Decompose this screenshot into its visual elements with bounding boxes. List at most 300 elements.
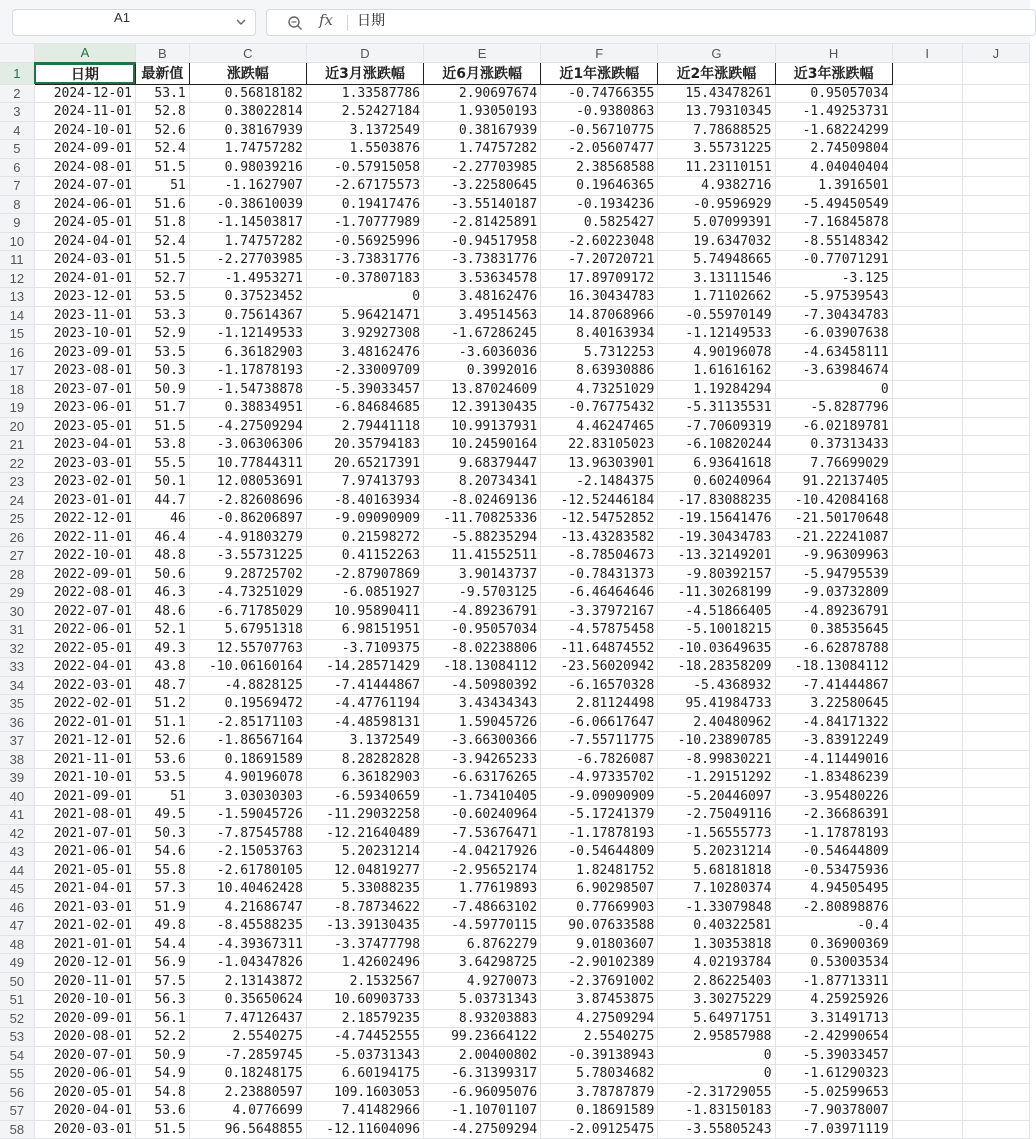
empty-cell[interactable] <box>962 935 1029 954</box>
empty-cell[interactable] <box>962 380 1029 399</box>
empty-cell[interactable] <box>962 898 1029 917</box>
data-cell[interactable]: -13.43283582 <box>541 528 658 547</box>
row-header[interactable]: 34 <box>0 676 34 695</box>
data-cell[interactable]: -2.27703985 <box>189 251 306 270</box>
data-cell[interactable]: 2.13143872 <box>189 972 306 991</box>
data-cell[interactable]: 2.38568588 <box>541 158 658 177</box>
data-cell[interactable]: -4.27509294 <box>424 1120 541 1139</box>
data-cell[interactable]: -1.17878193 <box>541 824 658 843</box>
empty-cell[interactable] <box>892 510 962 529</box>
data-cell[interactable]: 2.79441118 <box>306 417 423 436</box>
data-cell[interactable]: 2022-07-01 <box>34 602 135 621</box>
data-cell[interactable]: -4.50980392 <box>424 676 541 695</box>
empty-cell[interactable] <box>892 806 962 825</box>
header-cell[interactable]: 近3年涨跌幅 <box>775 63 892 85</box>
data-cell[interactable]: -1.10701107 <box>424 1102 541 1121</box>
empty-cell[interactable] <box>962 658 1029 677</box>
data-cell[interactable]: 10.77844311 <box>189 454 306 473</box>
data-cell[interactable]: 0.77669903 <box>541 898 658 917</box>
data-cell[interactable]: 2020-09-01 <box>34 1009 135 1028</box>
data-cell[interactable]: 2023-01-01 <box>34 491 135 510</box>
data-cell[interactable]: 52.7 <box>135 269 189 288</box>
data-cell[interactable]: 11.41552511 <box>424 547 541 566</box>
data-cell[interactable]: 2.86225403 <box>658 972 775 991</box>
data-cell[interactable]: 1.93050193 <box>424 103 541 122</box>
empty-cell[interactable] <box>962 991 1029 1010</box>
data-cell[interactable]: 1.42602496 <box>306 954 423 973</box>
data-cell[interactable]: 8.93203883 <box>424 1009 541 1028</box>
empty-cell[interactable] <box>892 843 962 862</box>
data-cell[interactable]: 2023-06-01 <box>34 399 135 418</box>
empty-cell[interactable] <box>962 621 1029 640</box>
data-cell[interactable]: -3.55140187 <box>424 195 541 214</box>
row-header[interactable]: 40 <box>0 787 34 806</box>
data-cell[interactable]: 4.46247465 <box>541 417 658 436</box>
data-cell[interactable]: -7.03971119 <box>775 1120 892 1139</box>
data-cell[interactable]: -2.1484375 <box>541 473 658 492</box>
row-header[interactable]: 11 <box>0 251 34 270</box>
data-cell[interactable]: 0.38834951 <box>189 399 306 418</box>
data-cell[interactable]: -21.50170648 <box>775 510 892 529</box>
empty-cell[interactable] <box>962 676 1029 695</box>
empty-cell[interactable] <box>892 824 962 843</box>
data-cell[interactable]: 53.3 <box>135 306 189 325</box>
data-cell[interactable]: -0.77071291 <box>775 251 892 270</box>
data-cell[interactable]: 7.41482966 <box>306 1102 423 1121</box>
data-cell[interactable]: 1.77619893 <box>424 880 541 899</box>
data-cell[interactable]: 2021-01-01 <box>34 935 135 954</box>
row-header[interactable]: 18 <box>0 380 34 399</box>
empty-cell[interactable] <box>892 1065 962 1084</box>
data-cell[interactable]: -0.56925996 <box>306 232 423 251</box>
data-cell[interactable]: -1.59045726 <box>189 806 306 825</box>
data-cell[interactable]: 53.5 <box>135 769 189 788</box>
data-cell[interactable]: -3.55805243 <box>658 1120 775 1139</box>
data-cell[interactable]: -0.38610039 <box>189 195 306 214</box>
data-cell[interactable]: 2022-10-01 <box>34 547 135 566</box>
data-cell[interactable]: -2.81425891 <box>424 214 541 233</box>
data-cell[interactable]: 2023-02-01 <box>34 473 135 492</box>
row-header[interactable]: 15 <box>0 325 34 344</box>
data-cell[interactable]: -12.52446184 <box>541 491 658 510</box>
data-cell[interactable]: -11.29032258 <box>306 806 423 825</box>
data-cell[interactable]: 0.60240964 <box>658 473 775 492</box>
data-cell[interactable]: 5.67951318 <box>189 621 306 640</box>
data-cell[interactable]: 2023-08-01 <box>34 362 135 381</box>
data-cell[interactable]: 5.20231214 <box>658 843 775 862</box>
data-cell[interactable]: 2020-12-01 <box>34 954 135 973</box>
data-cell[interactable]: -2.95652174 <box>424 861 541 880</box>
data-cell[interactable]: -7.41444867 <box>306 676 423 695</box>
data-cell[interactable]: -2.42990654 <box>775 1028 892 1047</box>
data-cell[interactable]: 2020-05-01 <box>34 1083 135 1102</box>
empty-cell[interactable] <box>892 195 962 214</box>
data-cell[interactable]: -0.54644809 <box>541 843 658 862</box>
empty-cell[interactable] <box>892 473 962 492</box>
data-cell[interactable]: -8.55148342 <box>775 232 892 251</box>
data-cell[interactable]: 0 <box>658 1046 775 1065</box>
empty-cell[interactable] <box>892 991 962 1010</box>
empty-cell[interactable] <box>962 972 1029 991</box>
data-cell[interactable]: -4.47761194 <box>306 695 423 714</box>
data-cell[interactable]: 2024-04-01 <box>34 232 135 251</box>
data-cell[interactable]: 2023-03-01 <box>34 454 135 473</box>
data-cell[interactable]: 1.74757282 <box>189 140 306 159</box>
data-cell[interactable]: 2.40480962 <box>658 713 775 732</box>
data-cell[interactable]: -3.6036036 <box>424 343 541 362</box>
data-cell[interactable]: 2021-05-01 <box>34 861 135 880</box>
data-cell[interactable]: -5.17241379 <box>541 806 658 825</box>
data-cell[interactable]: 48.6 <box>135 602 189 621</box>
data-cell[interactable]: 0.19417476 <box>306 195 423 214</box>
data-cell[interactable]: 16.30434783 <box>541 288 658 307</box>
data-cell[interactable]: 13.79310345 <box>658 103 775 122</box>
empty-cell[interactable] <box>892 750 962 769</box>
data-cell[interactable]: 49.5 <box>135 806 189 825</box>
row-header[interactable]: 27 <box>0 547 34 566</box>
data-cell[interactable]: -11.64874552 <box>541 639 658 658</box>
data-cell[interactable]: -1.83150183 <box>658 1102 775 1121</box>
data-cell[interactable]: -7.16845878 <box>775 214 892 233</box>
data-cell[interactable]: 0.56818182 <box>189 84 306 103</box>
data-cell[interactable]: 3.48162476 <box>424 288 541 307</box>
data-cell[interactable]: -9.09090909 <box>541 787 658 806</box>
empty-cell[interactable] <box>892 676 962 695</box>
empty-cell[interactable] <box>962 880 1029 899</box>
data-cell[interactable]: 5.33088235 <box>306 880 423 899</box>
data-cell[interactable]: 1.3916501 <box>775 177 892 196</box>
data-cell[interactable]: -0.1934236 <box>541 195 658 214</box>
data-cell[interactable]: 2021-06-01 <box>34 843 135 862</box>
data-cell[interactable]: 10.60903733 <box>306 991 423 1010</box>
data-cell[interactable]: 9.68379447 <box>424 454 541 473</box>
data-cell[interactable]: 0.38022814 <box>189 103 306 122</box>
data-cell[interactable]: 4.73251029 <box>541 380 658 399</box>
empty-cell[interactable] <box>892 325 962 344</box>
empty-cell[interactable] <box>892 547 962 566</box>
data-cell[interactable]: 2022-04-01 <box>34 658 135 677</box>
header-cell[interactable]: 近3月涨跌幅 <box>306 63 423 85</box>
data-cell[interactable]: -1.83486239 <box>775 769 892 788</box>
data-cell[interactable]: -4.73251029 <box>189 584 306 603</box>
row-header[interactable]: 17 <box>0 362 34 381</box>
data-cell[interactable]: -4.74452555 <box>306 1028 423 1047</box>
formula-content[interactable]: 日期 <box>357 13 385 29</box>
row-header[interactable]: 52 <box>0 1009 34 1028</box>
data-cell[interactable]: -1.33079848 <box>658 898 775 917</box>
empty-cell[interactable] <box>892 380 962 399</box>
data-cell[interactable]: -4.27509294 <box>189 417 306 436</box>
empty-cell[interactable] <box>962 158 1029 177</box>
header-cell[interactable]: 涨跌幅 <box>189 63 306 85</box>
data-cell[interactable]: 2024-07-01 <box>34 177 135 196</box>
row-header[interactable]: 39 <box>0 769 34 788</box>
data-cell[interactable]: 0.38167939 <box>424 121 541 140</box>
data-cell[interactable]: -23.56020942 <box>541 658 658 677</box>
empty-cell[interactable] <box>962 750 1029 769</box>
column-header-d[interactable]: D <box>306 44 423 63</box>
empty-cell[interactable] <box>962 1102 1029 1121</box>
data-cell[interactable]: 50.9 <box>135 380 189 399</box>
data-cell[interactable]: -4.89236791 <box>424 602 541 621</box>
empty-cell[interactable] <box>892 1083 962 1102</box>
row-header[interactable]: 10 <box>0 232 34 251</box>
row-header[interactable]: 13 <box>0 288 34 307</box>
data-cell[interactable]: 53.6 <box>135 750 189 769</box>
data-cell[interactable]: 1.74757282 <box>189 232 306 251</box>
data-cell[interactable]: -6.46464646 <box>541 584 658 603</box>
data-cell[interactable]: -6.71785029 <box>189 602 306 621</box>
empty-cell[interactable] <box>962 232 1029 251</box>
data-cell[interactable]: 2022-03-01 <box>34 676 135 695</box>
data-cell[interactable]: 91.22137405 <box>775 473 892 492</box>
data-cell[interactable]: 95.41984733 <box>658 695 775 714</box>
data-cell[interactable]: -5.49450549 <box>775 195 892 214</box>
data-cell[interactable]: -3.55731225 <box>189 547 306 566</box>
data-cell[interactable]: -3.73831776 <box>306 251 423 270</box>
data-cell[interactable]: 2.81124498 <box>541 695 658 714</box>
data-cell[interactable]: 7.10280374 <box>658 880 775 899</box>
chevron-down-icon[interactable] <box>235 16 247 28</box>
data-cell[interactable]: 2024-10-01 <box>34 121 135 140</box>
data-cell[interactable]: 2024-05-01 <box>34 214 135 233</box>
data-cell[interactable]: -7.90378007 <box>775 1102 892 1121</box>
data-cell[interactable]: -3.66300366 <box>424 732 541 751</box>
data-cell[interactable]: 51.9 <box>135 898 189 917</box>
data-cell[interactable]: -10.06160164 <box>189 658 306 677</box>
empty-cell[interactable] <box>962 861 1029 880</box>
data-cell[interactable]: 2.00400802 <box>424 1046 541 1065</box>
data-cell[interactable]: 14.87068966 <box>541 306 658 325</box>
data-cell[interactable]: 0 <box>775 380 892 399</box>
row-header[interactable]: 49 <box>0 954 34 973</box>
data-cell[interactable]: -6.10820244 <box>658 436 775 455</box>
data-cell[interactable]: 90.07633588 <box>541 917 658 936</box>
data-cell[interactable]: 2023-10-01 <box>34 325 135 344</box>
data-cell[interactable]: -13.32149201 <box>658 547 775 566</box>
data-cell[interactable]: 4.04040404 <box>775 158 892 177</box>
empty-cell[interactable] <box>892 787 962 806</box>
data-cell[interactable]: 2021-03-01 <box>34 898 135 917</box>
row-header[interactable]: 8 <box>0 195 34 214</box>
empty-cell[interactable] <box>962 695 1029 714</box>
data-cell[interactable]: 4.9382716 <box>658 177 775 196</box>
row-header[interactable]: 14 <box>0 306 34 325</box>
empty-cell[interactable] <box>892 214 962 233</box>
empty-cell[interactable] <box>962 843 1029 862</box>
empty-cell[interactable] <box>962 824 1029 843</box>
row-header[interactable]: 48 <box>0 935 34 954</box>
column-header-g[interactable]: G <box>658 44 775 63</box>
data-cell[interactable]: 51 <box>135 787 189 806</box>
data-cell[interactable]: -12.54752852 <box>541 510 658 529</box>
empty-cell[interactable] <box>892 713 962 732</box>
row-header[interactable]: 6 <box>0 158 34 177</box>
data-cell[interactable]: 0.37313433 <box>775 436 892 455</box>
data-cell[interactable]: 2.5540275 <box>541 1028 658 1047</box>
data-cell[interactable]: 20.35794183 <box>306 436 423 455</box>
data-cell[interactable]: -5.39033457 <box>306 380 423 399</box>
data-cell[interactable]: 10.24590164 <box>424 436 541 455</box>
empty-cell[interactable] <box>892 177 962 196</box>
row-header[interactable]: 21 <box>0 436 34 455</box>
empty-cell[interactable] <box>892 140 962 159</box>
data-cell[interactable]: 0.37523452 <box>189 288 306 307</box>
data-cell[interactable]: -18.13084112 <box>424 658 541 677</box>
data-cell[interactable]: 2021-11-01 <box>34 750 135 769</box>
empty-cell[interactable] <box>892 861 962 880</box>
data-cell[interactable]: -2.36686391 <box>775 806 892 825</box>
row-header[interactable]: 54 <box>0 1046 34 1065</box>
column-header-j[interactable]: J <box>962 44 1029 63</box>
data-cell[interactable]: -6.06617647 <box>541 713 658 732</box>
empty-cell[interactable] <box>962 1120 1029 1139</box>
data-cell[interactable]: 4.27509294 <box>541 1009 658 1028</box>
data-cell[interactable]: 2024-11-01 <box>34 103 135 122</box>
empty-cell[interactable] <box>962 769 1029 788</box>
data-cell[interactable]: 3.1372549 <box>306 121 423 140</box>
data-cell[interactable]: 2020-03-01 <box>34 1120 135 1139</box>
row-header[interactable]: 50 <box>0 972 34 991</box>
empty-cell[interactable] <box>892 158 962 177</box>
data-cell[interactable]: 3.53634578 <box>424 269 541 288</box>
data-cell[interactable]: 2021-10-01 <box>34 769 135 788</box>
data-cell[interactable]: -1.49253731 <box>775 103 892 122</box>
data-cell[interactable]: 52.9 <box>135 325 189 344</box>
data-cell[interactable]: 51.2 <box>135 695 189 714</box>
row-header[interactable]: 2 <box>0 84 34 103</box>
data-cell[interactable]: 2020-11-01 <box>34 972 135 991</box>
row-header[interactable]: 7 <box>0 177 34 196</box>
empty-cell[interactable] <box>892 63 962 85</box>
empty-cell[interactable] <box>892 288 962 307</box>
row-header[interactable]: 46 <box>0 898 34 917</box>
empty-cell[interactable] <box>892 103 962 122</box>
empty-cell[interactable] <box>892 528 962 547</box>
empty-cell[interactable] <box>962 362 1029 381</box>
row-header[interactable]: 56 <box>0 1083 34 1102</box>
row-header[interactable]: 42 <box>0 824 34 843</box>
row-header[interactable]: 20 <box>0 417 34 436</box>
header-cell[interactable]: 日期 <box>34 63 135 85</box>
data-cell[interactable]: -4.11449016 <box>775 750 892 769</box>
data-cell[interactable]: 5.03731343 <box>424 991 541 1010</box>
data-cell[interactable]: 0.38167939 <box>189 121 306 140</box>
empty-cell[interactable] <box>892 1009 962 1028</box>
empty-cell[interactable] <box>962 195 1029 214</box>
data-cell[interactable]: -3.83912249 <box>775 732 892 751</box>
data-cell[interactable]: -1.17878193 <box>189 362 306 381</box>
empty-cell[interactable] <box>892 658 962 677</box>
data-cell[interactable]: 53.1 <box>135 84 189 103</box>
data-cell[interactable]: 5.07099391 <box>658 214 775 233</box>
data-cell[interactable]: 1.82481752 <box>541 861 658 880</box>
empty-cell[interactable] <box>962 528 1029 547</box>
data-cell[interactable]: -2.05607477 <box>541 140 658 159</box>
data-cell[interactable]: 6.93641618 <box>658 454 775 473</box>
data-cell[interactable]: 3.13111546 <box>658 269 775 288</box>
data-cell[interactable]: 2.1532567 <box>306 972 423 991</box>
row-header[interactable]: 37 <box>0 732 34 751</box>
data-cell[interactable]: -2.87907869 <box>306 565 423 584</box>
empty-cell[interactable] <box>962 103 1029 122</box>
empty-cell[interactable] <box>962 84 1029 103</box>
column-header-b[interactable]: B <box>135 44 189 63</box>
data-cell[interactable]: 17.89709172 <box>541 269 658 288</box>
data-cell[interactable]: 2022-11-01 <box>34 528 135 547</box>
empty-cell[interactable] <box>962 510 1029 529</box>
data-cell[interactable]: 9.28725702 <box>189 565 306 584</box>
data-cell[interactable]: -0.53475936 <box>775 861 892 880</box>
row-header[interactable]: 41 <box>0 806 34 825</box>
data-cell[interactable]: 12.04819277 <box>306 861 423 880</box>
data-cell[interactable]: -3.94265233 <box>424 750 541 769</box>
empty-cell[interactable] <box>962 491 1029 510</box>
data-cell[interactable]: -2.67175573 <box>306 177 423 196</box>
data-cell[interactable]: 4.21686747 <box>189 898 306 917</box>
row-header[interactable]: 47 <box>0 917 34 936</box>
data-cell[interactable]: -0.95057034 <box>424 621 541 640</box>
data-cell[interactable]: 2020-04-01 <box>34 1102 135 1121</box>
data-cell[interactable]: -6.7826087 <box>541 750 658 769</box>
header-cell[interactable]: 最新值 <box>135 63 189 85</box>
data-cell[interactable]: 0.19569472 <box>189 695 306 714</box>
empty-cell[interactable] <box>962 343 1029 362</box>
data-cell[interactable]: 6.8762279 <box>424 935 541 954</box>
data-cell[interactable]: -1.86567164 <box>189 732 306 751</box>
data-cell[interactable]: -0.78431373 <box>541 565 658 584</box>
data-cell[interactable]: -0.94517958 <box>424 232 541 251</box>
row-header[interactable]: 3 <box>0 103 34 122</box>
data-cell[interactable]: 49.3 <box>135 639 189 658</box>
data-cell[interactable]: -0.9596929 <box>658 195 775 214</box>
data-cell[interactable]: 2024-06-01 <box>34 195 135 214</box>
data-cell[interactable]: -6.63176265 <box>424 769 541 788</box>
data-cell[interactable]: -7.48663102 <box>424 898 541 917</box>
data-cell[interactable]: 52.6 <box>135 121 189 140</box>
empty-cell[interactable] <box>962 1009 1029 1028</box>
data-cell[interactable]: -5.97539543 <box>775 288 892 307</box>
data-cell[interactable]: -1.12149533 <box>658 325 775 344</box>
data-cell[interactable]: 5.74948665 <box>658 251 775 270</box>
data-cell[interactable]: 7.78688525 <box>658 121 775 140</box>
empty-cell[interactable] <box>962 1046 1029 1065</box>
zoom-icon[interactable] <box>287 15 303 31</box>
data-cell[interactable]: 1.74757282 <box>424 140 541 159</box>
data-cell[interactable]: -0.55970149 <box>658 306 775 325</box>
empty-cell[interactable] <box>962 251 1029 270</box>
data-cell[interactable]: 3.78787879 <box>541 1083 658 1102</box>
data-cell[interactable]: 51.8 <box>135 214 189 233</box>
data-cell[interactable]: -7.20720721 <box>541 251 658 270</box>
data-cell[interactable]: 13.87024609 <box>424 380 541 399</box>
data-cell[interactable]: 51 <box>135 177 189 196</box>
data-cell[interactable]: -14.28571429 <box>306 658 423 677</box>
data-cell[interactable]: -2.75049116 <box>658 806 775 825</box>
row-header[interactable]: 45 <box>0 880 34 899</box>
data-cell[interactable]: -1.14503817 <box>189 214 306 233</box>
data-cell[interactable]: 44.7 <box>135 491 189 510</box>
header-cell[interactable]: 近6月涨跌幅 <box>424 63 541 85</box>
data-cell[interactable]: 2021-04-01 <box>34 880 135 899</box>
data-cell[interactable]: 48.7 <box>135 676 189 695</box>
data-cell[interactable]: 1.19284294 <box>658 380 775 399</box>
data-cell[interactable]: -5.88235294 <box>424 528 541 547</box>
data-cell[interactable]: 54.8 <box>135 1083 189 1102</box>
data-cell[interactable]: -1.4953271 <box>189 269 306 288</box>
row-header[interactable]: 28 <box>0 565 34 584</box>
column-header-h[interactable]: H <box>775 44 892 63</box>
